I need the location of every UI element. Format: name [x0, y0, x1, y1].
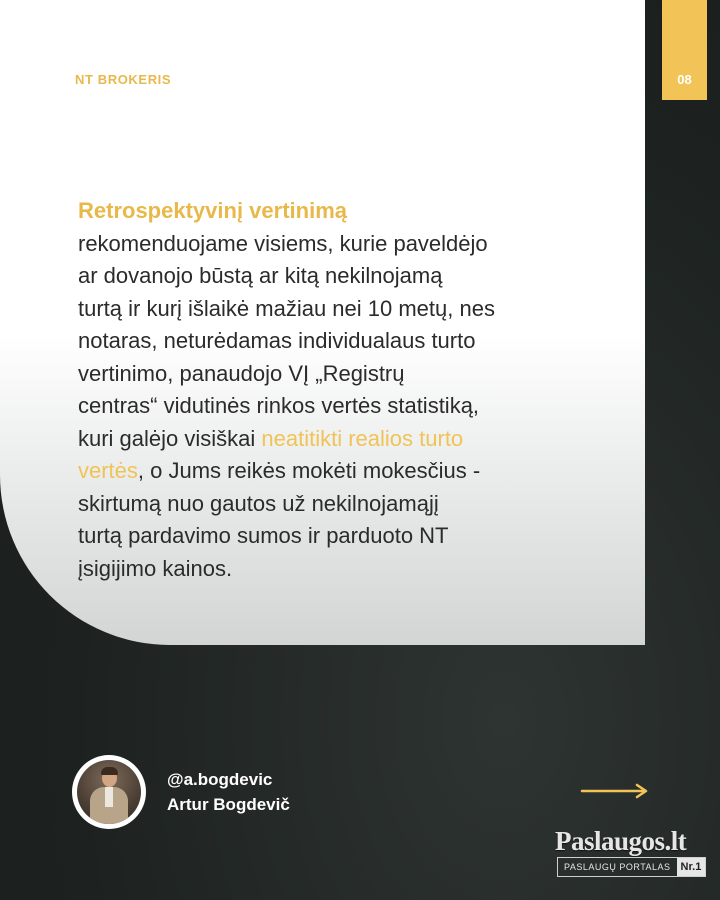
arrow-right-icon[interactable]	[580, 781, 650, 801]
body-line: centras“ vidutinės rinkos vertės statistiką,	[78, 393, 480, 418]
body-line: skirtumą nuo gautos už nekilnojamąjį	[78, 490, 439, 516]
body-line: kuri galėjo visiškai	[78, 425, 262, 451]
watermark-logo: Paslaugos.lt	[555, 826, 687, 856]
highlight-text: neatitikti realios turto	[261, 425, 464, 451]
highlight-text: vertės	[78, 458, 138, 483]
body-line: turtą pardavimo sumos ir parduoto NT	[78, 523, 449, 548]
watermark-badge: Nr.1	[677, 858, 706, 876]
watermark-subtitle	[557, 857, 706, 877]
brand-label: NT BROKERIS	[75, 72, 172, 87]
page-number-tab	[662, 0, 707, 100]
author-handle[interactable]: @a.bogdevic	[167, 770, 273, 789]
body-line: ar dovanojo būstą ar kitą nekilnojamą	[78, 263, 443, 288]
body-line: notaras, neturėdamas individualaus turto	[78, 328, 476, 353]
body-line: , o Jums reikės mokėti mokesčius -	[137, 458, 481, 483]
avatar[interactable]	[72, 755, 146, 829]
author-name: Artur Bogdevič	[167, 795, 290, 814]
body-line: įsigijimo kainos.	[78, 555, 233, 581]
avatar-photo	[77, 760, 141, 824]
body-paragraph	[78, 195, 623, 585]
page-number: 08	[677, 72, 692, 87]
body-line: vertinimo, panaudojo VĮ „Registrų	[78, 360, 405, 386]
body-line: rekomenduojame visiems, kurie paveldėjo	[78, 230, 488, 256]
body-line: turtą ir kurį išlaikė mažiau nei 10 metų, nes	[78, 295, 495, 321]
watermark-subtitle-text: PASLAUGŲ PORTALAS	[564, 862, 671, 872]
lead-heading: Retrospektyvinį vertinimą	[78, 198, 347, 223]
